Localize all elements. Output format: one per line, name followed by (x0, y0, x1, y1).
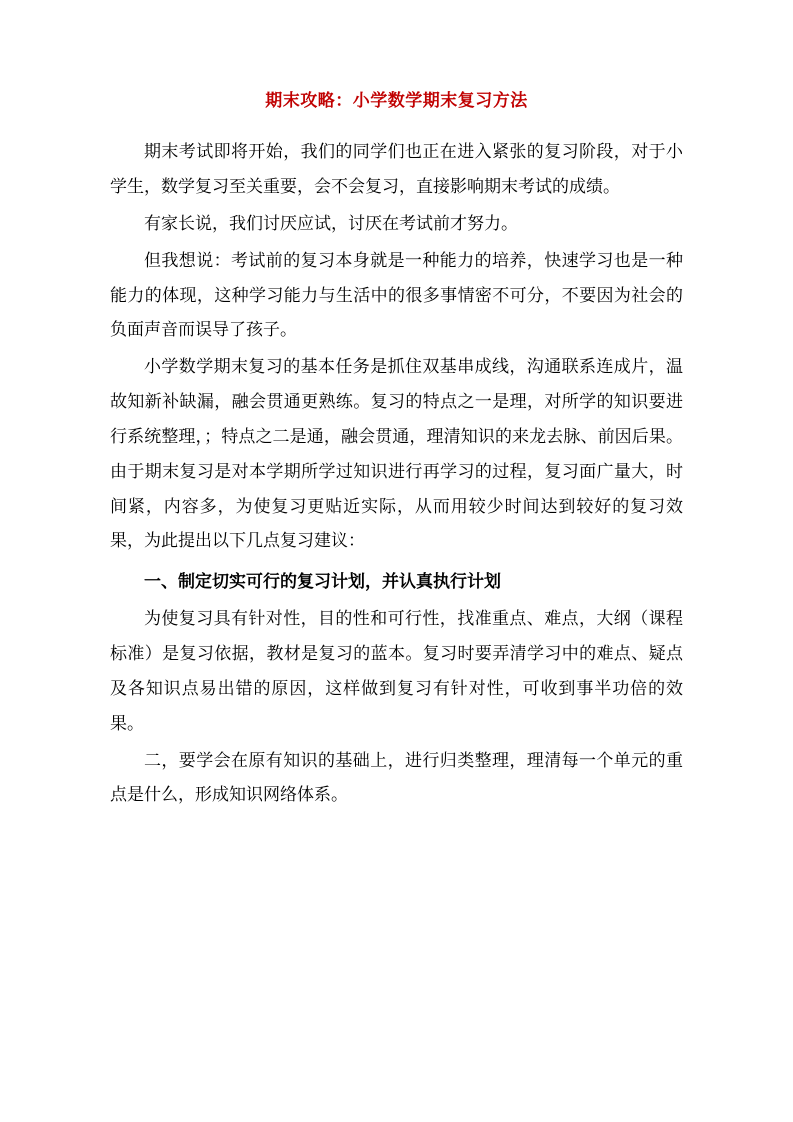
paragraph: 二，要学会在原有知识的基础上，进行归类整理，理清每一个单元的重点是什么，形成知识网络体系。 (110, 750, 683, 806)
section-heading: 一、制定切实可行的复习计划，并认真执行计划 (144, 572, 501, 593)
paragraph: 但我想说：考试前的复习本身就是一种能力的培养，快速学习也是一种能力的体现，这种学习能力与生活中的很多事情密不可分，不要因为社会的负面声音而误导了孩子。 (110, 250, 683, 341)
paragraph: 小学数学期末复习的基本任务是抓住双基串成线，沟通联系连成片，温故知新补缺漏，融会贯通更熟练。复习的特点之一是理，对所学的知识要进行系统整理，；特点之二是通，融会贯通，理清知识的来龙去脉、前因后果。由于期末复习是对本学期所学过知识进行再学习的过程，复习面广量大，时间紧，内容多，为使复习更贴近实际，从而用较少时间达到较好的复习效果，为此提出以下几点复习建议： (110, 357, 683, 552)
paragraph: 为使复习具有针对性，目的性和可行性，找准重点、难点，大纲（课程标准）是复习依据，教材是复习的蓝本。复习时要弄清学习中的难点、疑点及各知识点易出错的原因，这样做到复习有针对性，可收到事半功倍的效果。 (110, 609, 683, 734)
paragraph: 有家长说，我们讨厌应试，讨厌在考试前才努力。 (144, 213, 518, 234)
paragraph: 期末考试即将开始，我们的同学们也正在进入紧张的复习阶段，对于小学生，数学复习至关重要，会不会复习，直接影响期末考试的成绩。 (110, 142, 683, 198)
page-title: 期末攻略：小学数学期末复习方法 (265, 91, 528, 111)
